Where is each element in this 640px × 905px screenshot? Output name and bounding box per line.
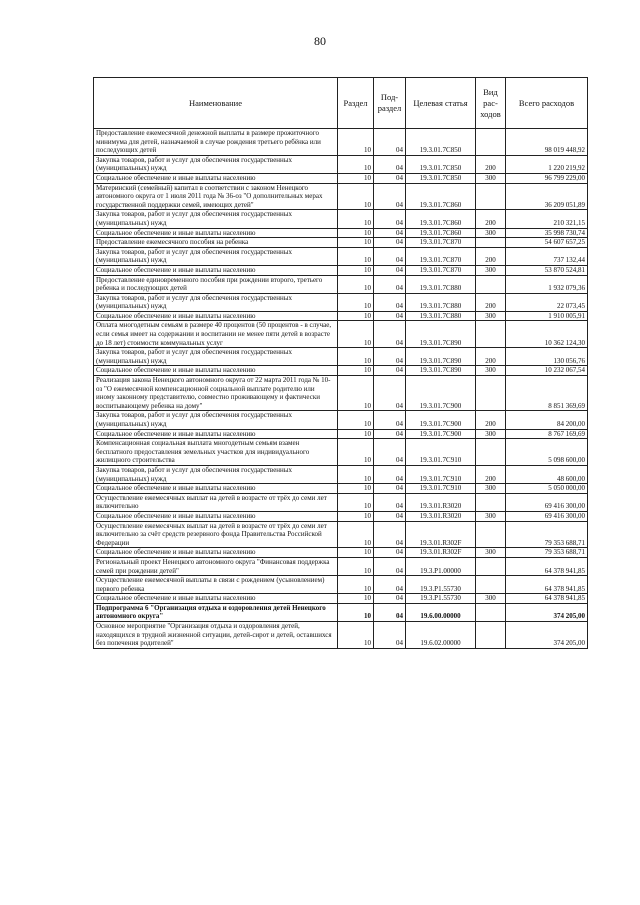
row-razdel: 10 (338, 155, 374, 173)
row-vid: 300 (476, 594, 506, 604)
row-target: 19.3.01.7С890 (406, 321, 476, 348)
row-target: 19.3.01.7С900 (406, 376, 476, 411)
row-total: 22 073,45 (506, 293, 588, 311)
row-target: 19.3.P1.55730 (406, 576, 476, 594)
row-name: Реализация закона Ненецкого автономного округа от 22 марта 2011 года № 10-оз "О ежемесячной компенсационной социальной выплате родителю или иному законному представителю, совместно проживающему и фактически воспитывающему ребенка на дому" (94, 376, 338, 411)
row-total: 8 767 169,69 (506, 429, 588, 439)
row-target: 19.3.01.7С850 (406, 173, 476, 183)
row-vid (476, 493, 506, 511)
table-row (94, 429, 588, 439)
row-total: 79 353 688,71 (506, 548, 588, 558)
row-total: 10 362 124,30 (506, 321, 588, 348)
row-total: 64 378 941,85 (506, 557, 588, 575)
row-razdel: 10 (338, 622, 374, 649)
row-vid: 200 (476, 247, 506, 265)
row-target: 19.3.01.7С860 (406, 228, 476, 238)
header-razdel: Раздел (338, 78, 374, 129)
row-target: 19.3.01.7С880 (406, 293, 476, 311)
row-podrazdel: 04 (374, 439, 406, 466)
row-vid (476, 521, 506, 548)
row-target: 19.3.01.R302F (406, 548, 476, 558)
row-vid: 200 (476, 155, 506, 173)
table-row (94, 366, 588, 376)
table-row (94, 238, 588, 248)
row-podrazdel: 04 (374, 183, 406, 210)
table-row (94, 376, 588, 411)
row-name: Осуществление ежемесячных выплат на детей в возрасте от трёх до семи лет включительно за счёт средств резервного фонда Правительства Российской Федерации (94, 521, 338, 548)
row-razdel: 10 (338, 348, 374, 366)
row-target: 19.3.P1.00000 (406, 557, 476, 575)
table-row (94, 439, 588, 466)
row-target: 19.3.01.7С850 (406, 129, 476, 156)
table-row (94, 594, 588, 604)
table-row (94, 265, 588, 275)
table-row (94, 293, 588, 311)
row-vid: 300 (476, 429, 506, 439)
row-total: 374 205,00 (506, 622, 588, 649)
table-row (94, 321, 588, 348)
table-row (94, 247, 588, 265)
row-podrazdel: 04 (374, 155, 406, 173)
row-total: 1 220 219,92 (506, 155, 588, 173)
row-name: Социальное обеспечение и иные выплаты населению (94, 484, 338, 494)
row-target: 19.3.01.R3020 (406, 511, 476, 521)
row-podrazdel: 04 (374, 465, 406, 483)
row-razdel: 10 (338, 548, 374, 558)
row-total: 210 321,15 (506, 210, 588, 228)
row-total: 35 998 730,74 (506, 228, 588, 238)
row-target: 19.3.01.7С870 (406, 247, 476, 265)
row-razdel: 10 (338, 265, 374, 275)
table-row (94, 493, 588, 511)
row-target: 19.3.01.7С880 (406, 275, 476, 293)
row-razdel: 10 (338, 429, 374, 439)
row-podrazdel: 04 (374, 511, 406, 521)
row-total: 5 098 600,00 (506, 439, 588, 466)
row-vid: 200 (476, 348, 506, 366)
row-razdel: 10 (338, 129, 374, 156)
row-razdel: 10 (338, 465, 374, 483)
row-podrazdel: 04 (374, 348, 406, 366)
table-row (94, 183, 588, 210)
row-name: Закупка товаров, работ и услуг для обеспечения государственных (муниципальных) нужд (94, 411, 338, 429)
row-total: 69 416 300,00 (506, 493, 588, 511)
row-name: Закупка товаров, работ и услуг для обеспечения государственных (муниципальных) нужд (94, 247, 338, 265)
row-vid (476, 603, 506, 621)
row-podrazdel: 04 (374, 376, 406, 411)
header-name: Наименование (94, 78, 338, 129)
row-name: Социальное обеспечение и иные выплаты населению (94, 265, 338, 275)
row-vid (476, 376, 506, 411)
row-target: 19.6.02.00000 (406, 622, 476, 649)
row-name: Социальное обеспечение и иные выплаты населению (94, 548, 338, 558)
table-header-row (94, 78, 588, 129)
row-total: 64 378 941,85 (506, 576, 588, 594)
row-razdel: 10 (338, 376, 374, 411)
row-total: 374 205,00 (506, 603, 588, 621)
row-total: 1 910 005,91 (506, 311, 588, 321)
row-podrazdel: 04 (374, 247, 406, 265)
row-vid: 300 (476, 548, 506, 558)
table-row (94, 576, 588, 594)
table-row (94, 311, 588, 321)
row-razdel: 10 (338, 238, 374, 248)
row-name: Компенсационная социальная выплата многодетным семьям взамен бесплатного предоставления земельных участков для индивидуального жилищного строительства (94, 439, 338, 466)
row-razdel: 10 (338, 293, 374, 311)
page-number: 80 (314, 34, 326, 48)
row-razdel: 10 (338, 521, 374, 548)
row-razdel: 10 (338, 183, 374, 210)
row-razdel: 10 (338, 321, 374, 348)
row-total: 84 200,00 (506, 411, 588, 429)
header-total: Всего расходов (506, 78, 588, 129)
table-row (94, 129, 588, 156)
row-total: 737 132,44 (506, 247, 588, 265)
row-name: Предоставление единовременного пособия при рождении второго, третьего ребенка и последующих детей (94, 275, 338, 293)
header-podrazdel: Под-раздел (374, 78, 406, 129)
row-vid: 300 (476, 511, 506, 521)
row-target: 19.6.00.00000 (406, 603, 476, 621)
row-name: Подпрограмма 6 "Организация отдыха и оздоровления детей Ненецкого автономного округа" (94, 603, 338, 621)
row-name: Региональный проект Ненецкого автономного округа "Финансовая поддержка семей при рождении детей" (94, 557, 338, 575)
row-podrazdel: 04 (374, 210, 406, 228)
row-vid: 300 (476, 311, 506, 321)
row-podrazdel: 04 (374, 293, 406, 311)
row-total: 5 050 000,00 (506, 484, 588, 494)
row-total: 69 416 300,00 (506, 511, 588, 521)
row-razdel: 10 (338, 439, 374, 466)
row-podrazdel: 04 (374, 622, 406, 649)
row-target: 19.3.01.7С880 (406, 311, 476, 321)
row-vid (476, 275, 506, 293)
table-row (94, 521, 588, 548)
row-name: Закупка товаров, работ и услуг для обеспечения государственных (муниципальных) нужд (94, 293, 338, 311)
row-name: Социальное обеспечение и иные выплаты населению (94, 311, 338, 321)
table-row (94, 557, 588, 575)
row-name: Осуществление ежемесячной выплаты в связи с рождением (усыновлением) первого ребенка (94, 576, 338, 594)
row-target: 19.3.P1.55730 (406, 594, 476, 604)
row-vid: 300 (476, 173, 506, 183)
row-vid: 200 (476, 465, 506, 483)
row-razdel: 10 (338, 247, 374, 265)
row-vid: 200 (476, 293, 506, 311)
row-razdel: 10 (338, 311, 374, 321)
row-razdel: 10 (338, 511, 374, 521)
row-razdel: 10 (338, 366, 374, 376)
row-podrazdel: 04 (374, 548, 406, 558)
row-total: 10 232 067,54 (506, 366, 588, 376)
table-row (94, 348, 588, 366)
row-vid: 200 (476, 411, 506, 429)
row-vid: 300 (476, 228, 506, 238)
row-name: Оплата многодетным семьям в размере 40 процентов (50 процентов - в случае, если семья имеет на содержании и воспитании не менее пяти детей в возрасте до 18 лет) стоимости коммунальных услуг (94, 321, 338, 348)
row-podrazdel: 04 (374, 173, 406, 183)
row-razdel: 10 (338, 228, 374, 238)
row-vid: 200 (476, 210, 506, 228)
row-target: 19.3.01.7С860 (406, 183, 476, 210)
row-total: 96 799 229,00 (506, 173, 588, 183)
table-row (94, 465, 588, 483)
row-name: Предоставление ежемесячной денежной выплаты в размере прожиточного минимума для детей, назначаемой в случае рождения третьего ребёнка или последующих детей (94, 129, 338, 156)
table-row (94, 411, 588, 429)
row-podrazdel: 04 (374, 411, 406, 429)
row-razdel: 10 (338, 557, 374, 575)
row-name: Социальное обеспечение и иные выплаты населению (94, 228, 338, 238)
row-razdel: 10 (338, 493, 374, 511)
row-name: Закупка товаров, работ и услуг для обеспечения государственных (муниципальных) нужд (94, 210, 338, 228)
row-vid: 300 (476, 484, 506, 494)
row-name: Предоставление ежемесячного пособия на ребенка (94, 238, 338, 248)
table-row (94, 155, 588, 173)
row-target: 19.3.01.7С860 (406, 210, 476, 228)
row-total: 98 019 448,92 (506, 129, 588, 156)
row-total: 53 870 524,81 (506, 265, 588, 275)
row-vid: 300 (476, 265, 506, 275)
row-razdel: 10 (338, 576, 374, 594)
row-target: 19.3.01.7С870 (406, 265, 476, 275)
row-total: 130 056,76 (506, 348, 588, 366)
row-podrazdel: 04 (374, 429, 406, 439)
table-row (94, 228, 588, 238)
row-razdel: 10 (338, 275, 374, 293)
row-razdel: 10 (338, 173, 374, 183)
table-row (94, 622, 588, 649)
row-name: Закупка товаров, работ и услуг для обеспечения государственных (муниципальных) нужд (94, 465, 338, 483)
row-podrazdel: 04 (374, 493, 406, 511)
row-name: Закупка товаров, работ и услуг для обеспечения государственных (муниципальных) нужд (94, 348, 338, 366)
row-podrazdel: 04 (374, 265, 406, 275)
row-razdel: 10 (338, 411, 374, 429)
row-podrazdel: 04 (374, 228, 406, 238)
row-target: 19.3.01.7С910 (406, 484, 476, 494)
table-row (94, 173, 588, 183)
row-target: 19.3.01.7С870 (406, 238, 476, 248)
row-target: 19.3.01.R3020 (406, 493, 476, 511)
row-name: Социальное обеспечение и иные выплаты населению (94, 429, 338, 439)
row-target: 19.3.01.7С890 (406, 348, 476, 366)
table-row (94, 210, 588, 228)
row-target: 19.3.01.7С910 (406, 439, 476, 466)
table-body (94, 129, 588, 649)
row-podrazdel: 04 (374, 366, 406, 376)
row-podrazdel: 04 (374, 603, 406, 621)
row-total: 36 209 051,89 (506, 183, 588, 210)
row-vid (476, 129, 506, 156)
table-row (94, 511, 588, 521)
row-podrazdel: 04 (374, 311, 406, 321)
row-target: 19.3.01.7С900 (406, 411, 476, 429)
row-total: 79 353 688,71 (506, 521, 588, 548)
row-target: 19.3.01.7С890 (406, 366, 476, 376)
row-vid (476, 321, 506, 348)
row-target: 19.3.01.7С910 (406, 465, 476, 483)
row-razdel: 10 (338, 603, 374, 621)
row-podrazdel: 04 (374, 321, 406, 348)
row-target: 19.3.01.R302F (406, 521, 476, 548)
table-row (94, 603, 588, 621)
row-total: 1 932 079,36 (506, 275, 588, 293)
row-total: 64 378 941,85 (506, 594, 588, 604)
row-name: Материнский (семейный) капитал в соответствии с законом Ненецкого автономного округа от 1 июля 2011 года № 36-оз "О дополнительных мерах государственной поддержки семей, имеющих детей" (94, 183, 338, 210)
table-row (94, 484, 588, 494)
row-target: 19.3.01.7С850 (406, 155, 476, 173)
row-podrazdel: 04 (374, 557, 406, 575)
row-vid (476, 622, 506, 649)
row-total: 54 607 657,25 (506, 238, 588, 248)
row-podrazdel: 04 (374, 238, 406, 248)
row-vid (476, 557, 506, 575)
row-vid: 300 (476, 366, 506, 376)
row-podrazdel: 04 (374, 594, 406, 604)
table-row (94, 275, 588, 293)
budget-table (93, 77, 588, 649)
row-name: Социальное обеспечение и иные выплаты населению (94, 366, 338, 376)
row-target: 19.3.01.7С900 (406, 429, 476, 439)
row-name: Основное мероприятие "Организация отдыха и оздоровления детей, находящихся в трудной жизненной ситуации, детей-сирот и детей, оставшихся без попечения родителей" (94, 622, 338, 649)
row-name: Закупка товаров, работ и услуг для обеспечения государственных (муниципальных) нужд (94, 155, 338, 173)
row-razdel: 10 (338, 210, 374, 228)
row-vid (476, 439, 506, 466)
row-podrazdel: 04 (374, 521, 406, 548)
row-razdel: 10 (338, 484, 374, 494)
row-name: Социальное обеспечение и иные выплаты населению (94, 511, 338, 521)
row-vid (476, 238, 506, 248)
row-name: Осуществление ежемесячных выплат на детей в возрасте от трёх до семи лет включительно (94, 493, 338, 511)
row-total: 8 851 369,69 (506, 376, 588, 411)
row-name: Социальное обеспечение и иные выплаты населению (94, 594, 338, 604)
row-podrazdel: 04 (374, 275, 406, 293)
table-row (94, 548, 588, 558)
header-target: Целевая статья (406, 78, 476, 129)
row-name: Социальное обеспечение и иные выплаты населению (94, 173, 338, 183)
header-vid: Вид рас-ходов (476, 78, 506, 129)
row-razdel: 10 (338, 594, 374, 604)
row-vid (476, 576, 506, 594)
row-podrazdel: 04 (374, 129, 406, 156)
row-vid (476, 183, 506, 210)
row-podrazdel: 04 (374, 484, 406, 494)
row-podrazdel: 04 (374, 576, 406, 594)
row-total: 48 600,00 (506, 465, 588, 483)
